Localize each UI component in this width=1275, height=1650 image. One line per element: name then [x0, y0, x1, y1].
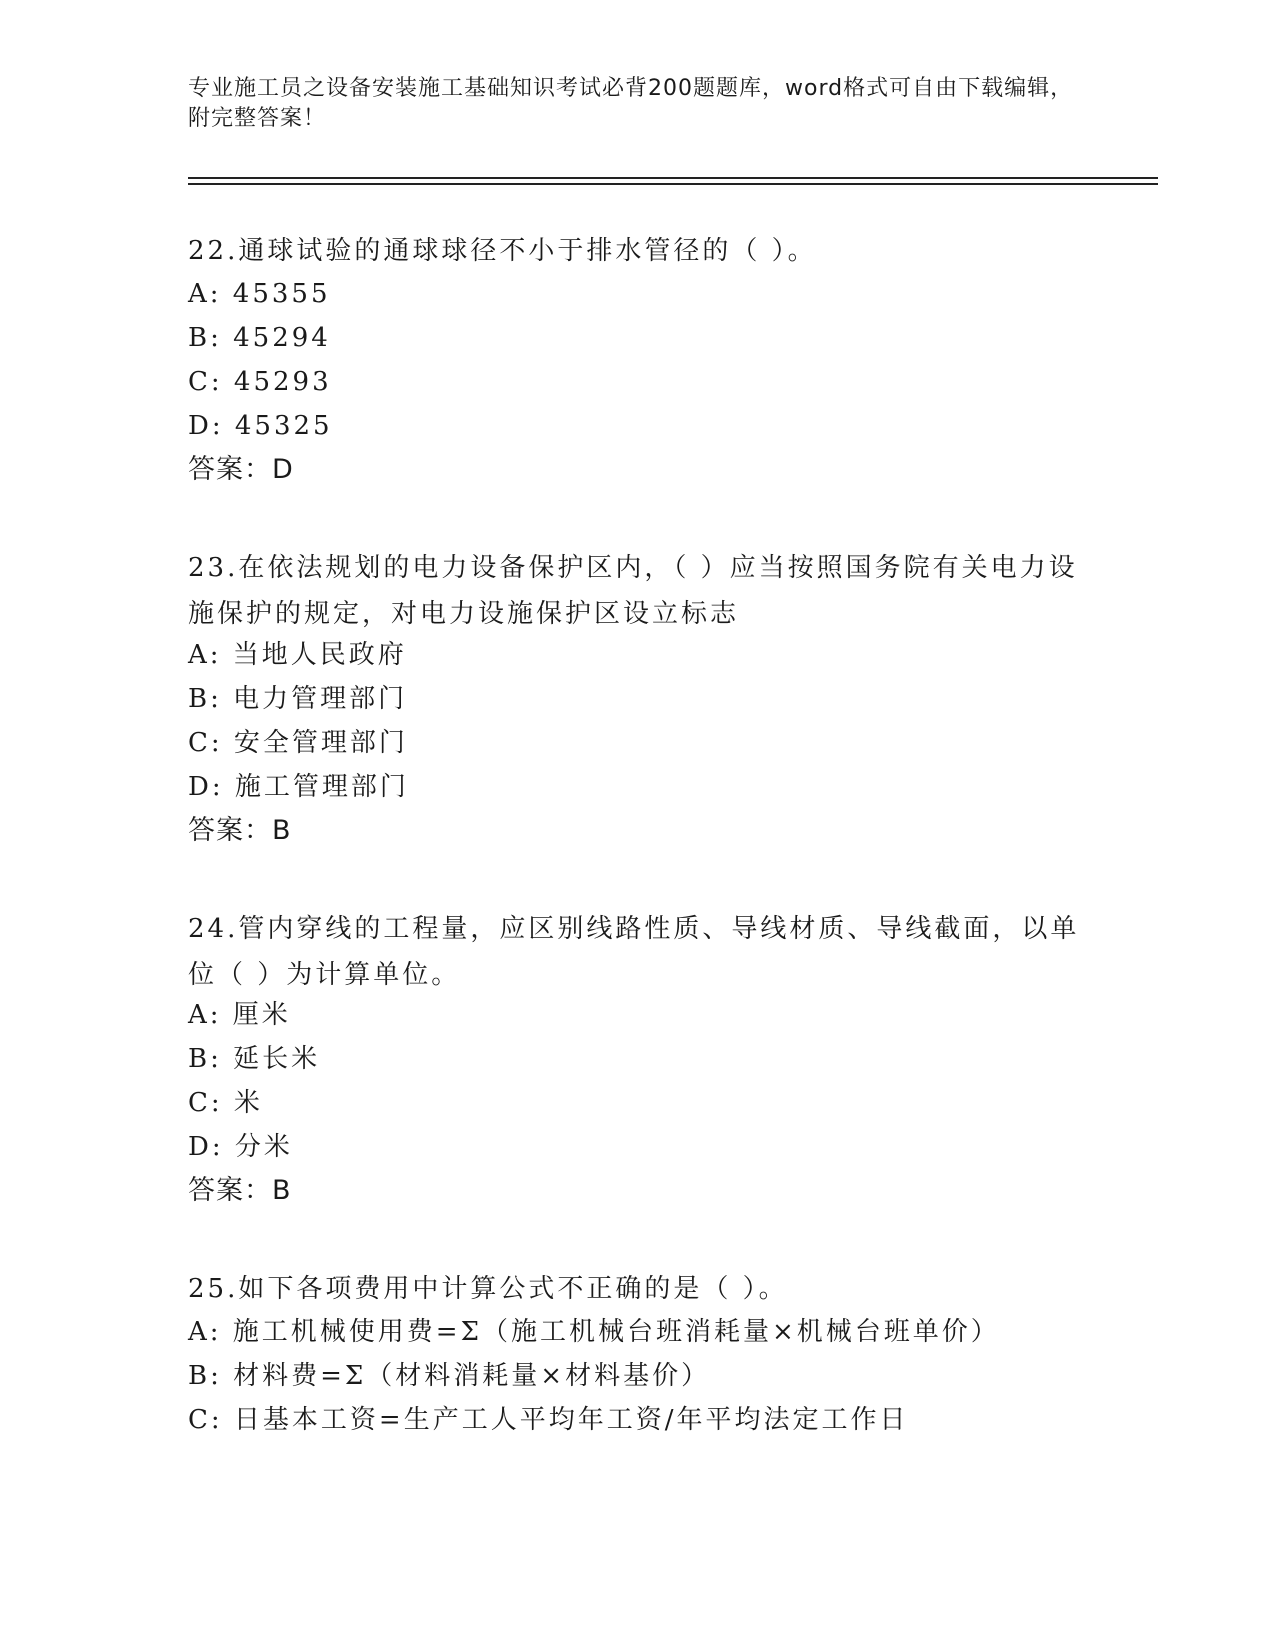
question-23-option-a: A: 当地人民政府: [188, 640, 407, 670]
header-divider-top: [188, 177, 1158, 179]
question-22-stem: 22.通球试验的通球球径不小于排水管径的（ ）。: [188, 236, 817, 266]
question-23-option-d: D: 施工管理部门: [188, 772, 409, 802]
question-23-answer: 答案：B: [188, 815, 292, 846]
question-24-stem: 24.管内穿线的工程量，应区别线路性质、导线材质、导线截面，以单位（ ）为计算单位。: [188, 914, 1080, 990]
question-25-option-a: A: 施工机械使用费=Σ（施工机械台班消耗量×机械台班单价）: [188, 1317, 1000, 1347]
header-divider-bottom: [188, 183, 1158, 185]
question-24-option-b: B: 延长米: [188, 1044, 321, 1074]
question-24-option-a: A: 厘米: [188, 1000, 291, 1030]
question-23-option-c: C: 安全管理部门: [188, 728, 408, 758]
question-24-answer: 答案：B: [188, 1175, 292, 1206]
question-23-stem: 23.在依法规划的电力设备保护区内，（ ）应当按照国务院有关电力设施保护的规定，对电力设施保护区设立标志: [188, 553, 1078, 629]
question-24-option-d: D: 分米: [188, 1132, 293, 1162]
question-22-answer: 答案：D: [188, 454, 294, 485]
question-22-option-d: D: 45325: [188, 411, 333, 441]
question-22-option-b: B: 45294: [188, 323, 331, 353]
question-24-option-c: C: 米: [188, 1088, 263, 1118]
question-22-option-c: C: 45293: [188, 367, 332, 397]
question-25-option-b: B: 材料费=Σ（材料消耗量×材料基价）: [188, 1361, 711, 1391]
question-25-option-c: C: 日基本工资=生产工人平均年工资/年平均法定工作日: [188, 1405, 909, 1435]
question-22-option-a: A: 45355: [188, 279, 331, 309]
question-23-option-b: B: 电力管理部门: [188, 684, 408, 714]
document-header: 专业施工员之设备安装施工基础知识考试必背200题题库，word格式可自由下载编辑，附完整答案！: [188, 76, 1074, 131]
question-25-stem: 25.如下各项费用中计算公式不正确的是（ ）。: [188, 1274, 788, 1304]
